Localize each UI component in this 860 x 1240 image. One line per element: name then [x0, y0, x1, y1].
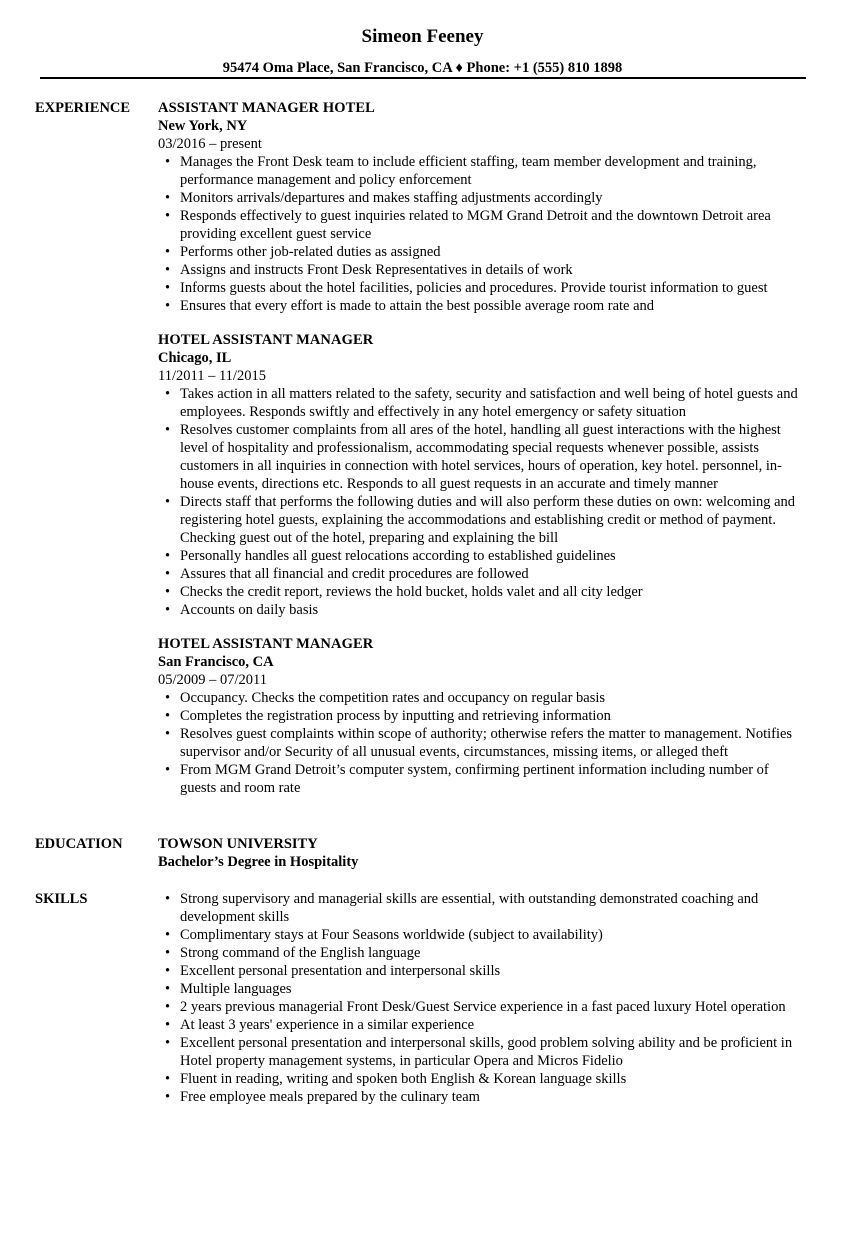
job-bullet: • Personally handles all guest relocations according to established guidelines — [158, 547, 808, 565]
job-title: HOTEL ASSISTANT MANAGER — [158, 332, 374, 348]
contact-line: 95474 Oma Place, San Francisco, CA ♦ Phone: +1 (555) 810 1898 — [222, 60, 623, 76]
job-bullet: • Informs guests about the hotel facilities, policies and procedures. Provide tourist information to guest — [158, 279, 808, 297]
skill-item: • At least 3 years' experience in a similar experience — [158, 1016, 808, 1034]
education-body — [158, 835, 808, 871]
job-entry — [158, 331, 808, 619]
job-bullet: • Directs staff that performs the following duties and will also perform these duties on own: welcoming and registering hotel guests, explaining the accommodations and establishing credit or method of payment. Checking guest out of the hotel, preparing and explaining the bill — [158, 493, 808, 547]
skill-item: • Excellent personal presentation and interpersonal skills — [158, 962, 808, 980]
skills-body — [158, 890, 808, 1106]
skill-item: • 2 years previous managerial Front Desk/Guest Service experience in a fast paced luxury Hotel operation — [158, 998, 808, 1016]
job-bullet: • Responds effectively to guest inquiries related to MGM Grand Detroit and the downtown Detroit area providing excellent guest service — [158, 207, 808, 243]
candidate-name: Simeon Feeney — [361, 26, 484, 47]
education-school: TOWSON UNIVERSITY — [158, 836, 318, 852]
job-bullet: • Performs other job-related duties as assigned — [158, 243, 808, 261]
job-bullet: • Occupancy. Checks the competition rates and occupancy on regular basis — [158, 689, 808, 707]
job-dates: 11/2011 – 11/2015 — [158, 368, 266, 384]
section-title-education: EDUCATION — [35, 836, 123, 852]
job-bullet: • Manages the Front Desk team to include efficient staffing, team member development and training, performance management and policy enforcement — [158, 153, 808, 189]
job-bullets — [158, 153, 808, 315]
job-entry — [158, 99, 808, 315]
job-bullet: • Accounts on daily basis — [158, 601, 808, 619]
job-bullet: • Resolves guest complaints within scope of authority; otherwise refers the matter to management. Notifies supervisor and/or Security of all unusual events, circumstances, missing items, or alleged theft — [158, 725, 808, 761]
job-bullets — [158, 689, 808, 797]
job-bullet: • Ensures that every effort is made to attain the best possible average room rate and — [158, 297, 808, 315]
skill-item: • Excellent personal presentation and interpersonal skills, good problem solving ability and be proficient in Hotel property management systems, in particular Opera and Micros Fidelio — [158, 1034, 808, 1070]
job-entry — [158, 635, 808, 797]
job-bullet: • Takes action in all matters related to the safety, security and satisfaction and well being of hotel guests and employees. Responds swiftly and effectively in any hotel emergency or safety situation — [158, 385, 808, 421]
skill-item: • Fluent in reading, writing and spoken both English & Korean language skills — [158, 1070, 808, 1088]
job-location: New York, NY — [158, 118, 248, 134]
education-degree: Bachelor’s Degree in Hospitality — [158, 854, 359, 870]
job-bullets — [158, 385, 808, 619]
skill-item: • Strong supervisory and managerial skills are essential, with outstanding demonstrated coaching and development skills — [158, 890, 808, 926]
job-location: San Francisco, CA — [158, 654, 274, 670]
job-title: ASSISTANT MANAGER HOTEL — [158, 100, 375, 116]
job-bullet: • From MGM Grand Detroit’s computer system, confirming pertinent information including number of guests and room rate — [158, 761, 808, 797]
skill-item: • Free employee meals prepared by the culinary team — [158, 1088, 808, 1106]
header-divider — [40, 77, 806, 79]
job-title: HOTEL ASSISTANT MANAGER — [158, 636, 374, 652]
job-bullet: • Resolves customer complaints from all ares of the hotel, handling all guest interactions with the highest level of hospitality and professionalism, accommodating special requests whenever possible, assists customers in all inquiries in connection with hotel services, hours of operation, key hotel. personnel, in-house events, directions etc. Responds to all guest requests in an accurate and timely manner — [158, 421, 808, 493]
skill-item: • Strong command of the English language — [158, 944, 808, 962]
job-bullet: • Completes the registration process by inputting and retrieving information — [158, 707, 808, 725]
job-dates: 03/2016 – present — [158, 136, 262, 152]
job-bullet: • Monitors arrivals/departures and makes staffing adjustments accordingly — [158, 189, 808, 207]
job-bullet: • Checks the credit report, reviews the hold bucket, holds valet and all city ledger — [158, 583, 808, 601]
job-bullet: • Assures that all financial and credit procedures are followed — [158, 565, 808, 583]
skills-list — [158, 890, 808, 1106]
job-dates: 05/2009 – 07/2011 — [158, 672, 268, 688]
experience-body — [158, 99, 808, 813]
skill-item: • Multiple languages — [158, 980, 808, 998]
section-title-experience: EXPERIENCE — [35, 100, 131, 116]
job-bullet: • Assigns and instructs Front Desk Representatives in details of work — [158, 261, 808, 279]
section-title-skills: SKILLS — [35, 891, 88, 907]
job-location: Chicago, IL — [158, 350, 232, 366]
skill-item: • Complimentary stays at Four Seasons worldwide (subject to availability) — [158, 926, 808, 944]
